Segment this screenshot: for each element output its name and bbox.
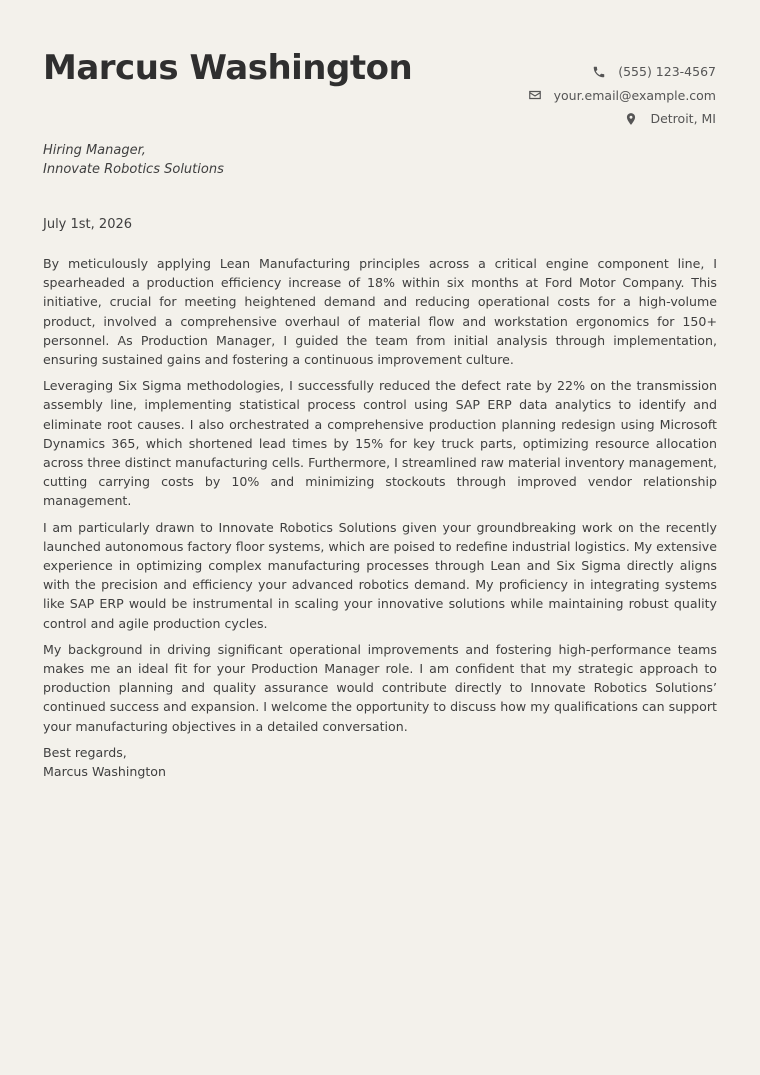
location-text: Detroit, MI: [650, 111, 716, 127]
recipient-block: [43, 141, 224, 179]
closing-salutation: Best regards,: [43, 744, 127, 760]
phone-text: (555) 123-4567: [618, 64, 716, 80]
contact-block: [528, 60, 716, 131]
paragraph: I am particularly drawn to Innovate Robotics Solutions given your groundbreaking work on the recently launched autonomous factory floor systems, which are poised to redefine industrial logistics. My extensive experience in optimizing complex manufacturing processes through Lean and Six Sigma directly aligns with the precision and efficiency your advanced robotics demand. My proficiency in integrating systems like SAP ERP would be instrumental in scaling your innovative solutions while maintaining robust quality control and agile production cycles.: [43, 519, 717, 631]
email-text: your.email@example.com: [553, 87, 716, 103]
contact-location: [528, 107, 716, 131]
paragraph: By meticulously applying Lean Manufacturing principles across a critical engine component line, I spearheaded a production efficiency increase of 18% within six months at Ford Motor Company. This initiative, crucial for meeting heightened demand and reducing operational costs for a high-volume product, involved a comprehensive overhaul of material flow and workstation ergonomics for 150+ personnel. As Production Manager, I guided the team from initial analysis through implementation, ensuring sustained gains and fostering a continuous improvement culture.: [43, 256, 717, 368]
recipient-title: Hiring Manager,: [43, 143, 146, 158]
letter-body: [43, 254, 717, 781]
phone-icon: [592, 65, 606, 79]
map-pin-icon: [624, 112, 638, 126]
applicant-name: Marcus Washington: [43, 48, 413, 88]
letter-date: July 1st, 2026: [43, 217, 133, 232]
envelope-icon: [528, 88, 542, 102]
paragraph: My background in driving significant operational improvements and fostering high-performance teams makes me an ideal fit for your Production Manager role. I am confident that my strategic approach to production planning and quality assurance would contribute directly to Innovate Robotics Solutions’ continued success and expansion. I welcome the opportunity to discuss how my qualifications can support your manufacturing objectives in a detailed conversation.: [43, 641, 717, 734]
paragraph: Leveraging Six Sigma methodologies, I successfully reduced the defect rate by 22% on the transmission assembly line, implementing statistical process control using SAP ERP data analytics to identify and eliminate root causes. I also orchestrated a comprehensive production planning redesign using Microsoft Dynamics 365, which shortened lead times by 15% for key truck parts, optimizing resource allocation across three distinct manufacturing cells. Furthermore, I streamlined raw material inventory management, cutting carrying costs by 10% and minimizing stockouts through improved vendor relationship management.: [43, 378, 717, 509]
contact-email: [528, 84, 716, 108]
closing-signature: Marcus Washington: [43, 764, 166, 780]
signoff-block: [43, 743, 717, 781]
recipient-company: Innovate Robotics Solutions: [43, 162, 224, 177]
contact-phone: [528, 60, 716, 84]
